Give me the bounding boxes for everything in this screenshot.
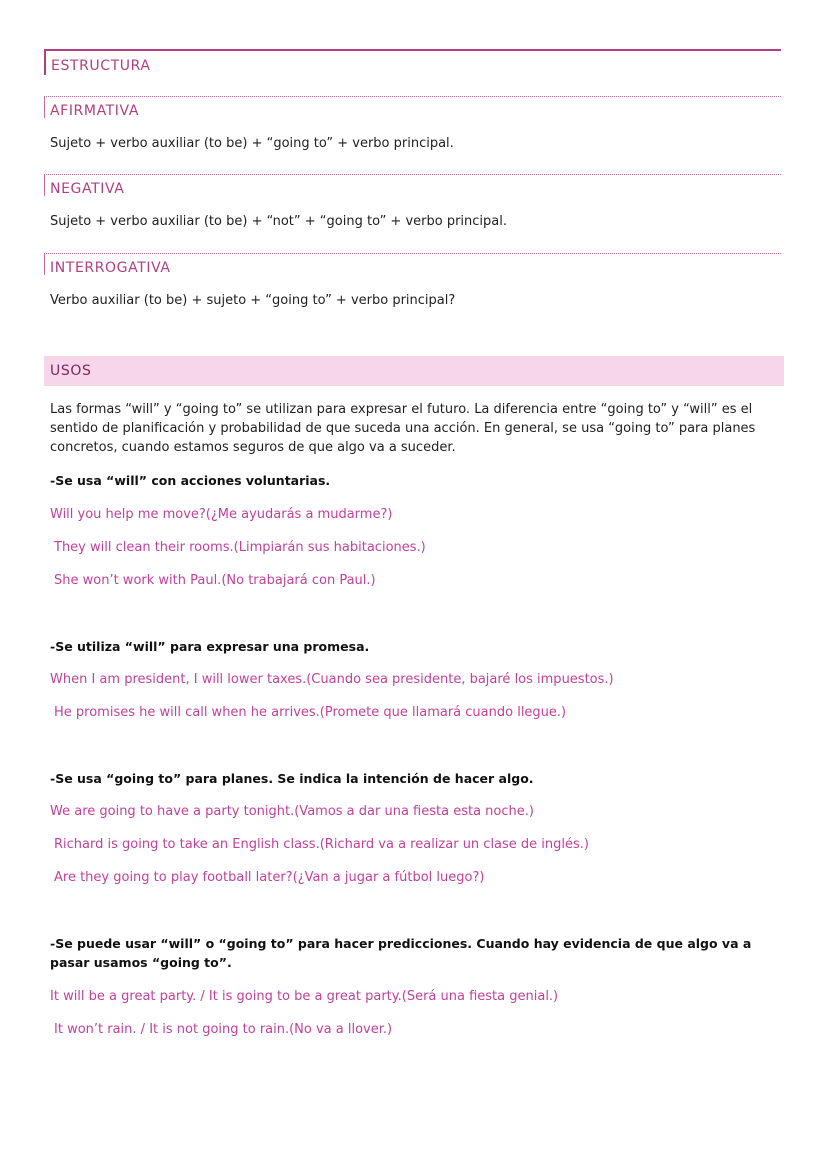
- rule-predictions: -Se puede usar “will” o “going to” para hacer predicciones. Cuando hay evidencia de que algo va a pasar usamos “going to”.: [50, 936, 752, 970]
- example-sentence: We are going to have a party tonight.(Vamos a dar una fiesta esta noche.): [50, 804, 534, 819]
- estructura-title: ESTRUCTURA: [51, 58, 151, 74]
- example-sentence: Will you help me move?(¿Me ayudarás a mudarme?): [50, 507, 393, 522]
- section-heading-estructura: [44, 49, 781, 75]
- example-sentence: She won’t work with Paul.(No trabajará con Paul.): [54, 573, 376, 588]
- subheading-negativa: NEGATIVA: [44, 174, 781, 196]
- formula-afirmativa: Sujeto + verbo auxiliar (to be) + “going to” + verbo principal.: [50, 136, 454, 151]
- subheading-afirmativa: AFIRMATIVA: [44, 96, 781, 118]
- example-sentence: He promises he will call when he arrives.(Promete que llamará cuando llegue.): [54, 705, 567, 720]
- formula-interrogativa: Verbo auxiliar (to be) + sujeto + “going to” + verbo principal?: [50, 293, 456, 308]
- section-heading-usos: USOS: [44, 356, 784, 386]
- example-sentence: They will clean their rooms.(Limpiarán sus habitaciones.): [54, 540, 426, 555]
- example-sentence: It will be a great party. / It is going to be a great party.(Será una fiesta genial.): [50, 989, 559, 1004]
- subheading-interrogativa: INTERROGATIVA: [44, 253, 781, 275]
- rule-voluntary-actions: -Se usa “will” con acciones voluntarias.: [50, 473, 331, 488]
- example-sentence: Are they going to play football later?(¿Van a jugar a fútbol luego?): [54, 870, 485, 885]
- example-sentence: It won’t rain. / It is not going to rain.(No va a llover.): [54, 1022, 393, 1037]
- formula-negativa: Sujeto + verbo auxiliar (to be) + “not” + “going to” + verbo principal.: [50, 214, 507, 229]
- rule-plans: -Se usa “going to” para planes. Se indica la intención de hacer algo.: [50, 771, 534, 786]
- example-sentence: When I am president, I will lower taxes.(Cuando sea presidente, bajaré los impuestos.): [50, 672, 614, 687]
- usos-intro-paragraph: Las formas “will” y “going to” se utilizan para expresar el futuro. La diferencia entre “going to” y “will” es el sentido de planificación y probabilidad de que suceda una acción. En general, se usa “going to” para planes concretos, cuando estamos seguros de que algo va a suceder.: [50, 402, 756, 455]
- example-sentence: Richard is going to take an English class.(Richard va a realizar un clase de inglés.): [54, 837, 589, 852]
- rule-promise: -Se utiliza “will” para expresar una promesa.: [50, 639, 370, 654]
